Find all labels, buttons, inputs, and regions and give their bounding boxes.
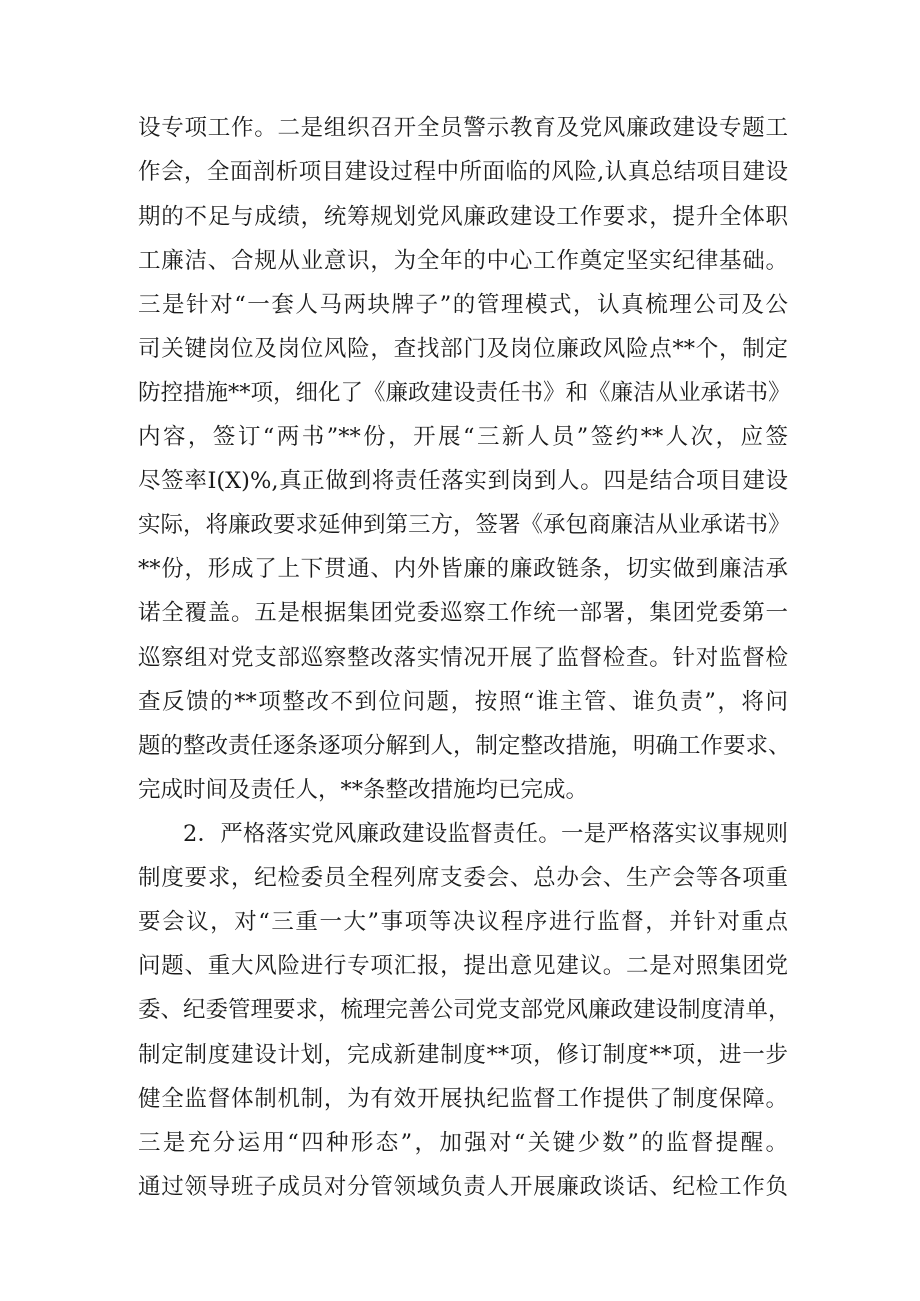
text-line: 内容，签订“两书”**份，开展“三新人员”签约**人次，应签 xyxy=(138,424,788,450)
text-line: 题的整改责任逐条逐项分解到人，制定整改措施，明确工作要求、 xyxy=(138,733,791,759)
text-line: 防控措施**项，细化了《廉政建设责任书》和《廉洁从业承诺书》 xyxy=(138,380,791,406)
text-line: 诺全覆盖。五是根据集团党委巡察工作统一部署，集团党委第一 xyxy=(138,600,788,626)
text-line: 问题、重大风险进行专项汇报，提出意见建议。二是对照集团党 xyxy=(138,953,788,979)
text-line: 期的不足与成绩，统筹规划党风廉政建设工作要求，提升全体职 xyxy=(138,204,788,230)
text-line: 巡察组对党支部巡察整改落实情况开展了监督检查。针对监督检 xyxy=(138,645,788,671)
text-line: 三是针对“一套人马两块牌子”的管理模式，认真梳理公司及公 xyxy=(138,292,788,318)
text-line: 委、纪委管理要求，梳理完善公司党支部党风廉政建设制度清单， xyxy=(138,997,791,1023)
text-line: 健全监督体制机制，为有效开展执纪监督工作提供了制度保障。 xyxy=(138,1086,788,1112)
text-line: 作会，全面剖析项目建设过程中所面临的风险,认真总结项目建设 xyxy=(138,159,788,185)
text-line: 完成时间及责任人，**条整改措施均已完成。 xyxy=(138,777,589,803)
text-line: 三是充分运用“四种形态”，加强对“关键少数”的监督提醒。 xyxy=(138,1130,788,1156)
text-line: 尽签率I(X)%,真正做到将责任落实到岗到人。四是结合项目建设 xyxy=(138,468,788,494)
text-line: 通过领导班子成员对分管领域负责人开展廉政谈话、纪检工作负 xyxy=(138,1174,788,1200)
text-line: 工廉洁、合规从业意识，为全年的中心工作奠定坚实纪律基础。 xyxy=(138,248,788,274)
text-line: 司关键岗位及岗位风险，查找部门及岗位廉政风险点**个，制定 xyxy=(138,336,788,362)
text-line: 要会议，对“三重一大”事项等决议程序进行监督，并针对重点 xyxy=(138,909,788,935)
text-line: 查反馈的**项整改不到位问题，按照“谁主管、谁负责”，将问 xyxy=(138,689,788,715)
text-line: 实际，将廉政要求延伸到第三方，签署《承包商廉洁从业承诺书》 xyxy=(138,512,791,538)
section-heading-line: 2．严格落实党风廉政建设监督责任。一是严格落实议事规则 xyxy=(183,821,788,847)
text-line: 制度要求，纪检委员全程列席支委会、总办会、生产会等各项重 xyxy=(138,865,788,891)
text-line: 制定制度建设计划，完成新建制度**项，修订制度**项，进一步 xyxy=(138,1042,788,1068)
text-line: **份，形成了上下贯通、内外皆廉的廉政链条，切实做到廉洁承 xyxy=(138,556,788,582)
text-line: 设专项工作。二是组织召开全员警示教育及党风廉政建设专题工 xyxy=(138,115,788,141)
